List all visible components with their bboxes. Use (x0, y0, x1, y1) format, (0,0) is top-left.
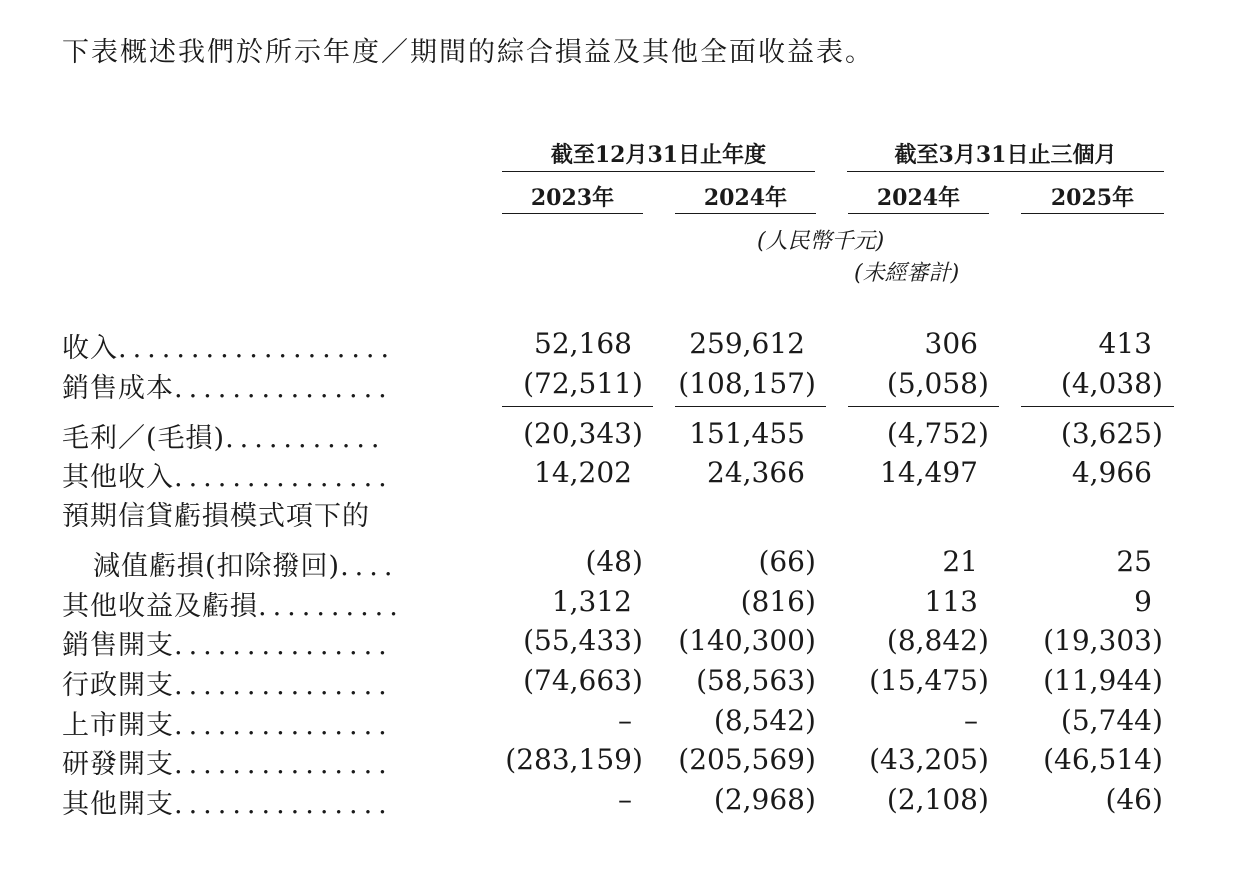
value-cell: – (618, 783, 632, 816)
value-cell: (48) (585, 545, 643, 578)
value-cell: (283,159) (505, 743, 643, 776)
row-label (62, 703, 393, 742)
value-cell: (8,842) (886, 624, 989, 657)
leader-dots: ............... (174, 630, 393, 661)
year-rule (675, 213, 816, 214)
value-cell: 151,455 (689, 417, 805, 450)
row-label (62, 782, 393, 821)
row-label-text: 上市開支 (62, 710, 174, 741)
value-cell: 14,497 (880, 456, 978, 489)
row-label-text: 減值虧損(扣除撥回) (93, 551, 341, 582)
value-cell: (19,303) (1043, 624, 1163, 657)
value-cell: (3,625) (1060, 417, 1163, 450)
leader-dots: ............... (174, 670, 393, 701)
value-cell: (4,752) (886, 417, 989, 450)
row-label (62, 455, 393, 494)
unaudited-note: (未經審計) (854, 261, 960, 286)
value-cell: (816) (740, 585, 816, 618)
value-cell: (15,475) (869, 664, 989, 697)
column-header-annual: 截至12月31日止年度 (550, 142, 767, 168)
value-cell: 1,312 (551, 585, 632, 618)
value-cell: (11,944) (1043, 664, 1163, 697)
leader-dots: .... (340, 551, 399, 582)
year-header: 2023年 (530, 185, 615, 211)
row-label (62, 326, 395, 365)
row-label (62, 663, 393, 702)
row-label-text: 毛利／(毛損) (62, 423, 226, 454)
value-cell: 21 (942, 545, 978, 578)
value-cell: (66) (758, 545, 816, 578)
unit-note: (人民幣千元) (757, 229, 885, 254)
row-label-text: 其他收益及虧損 (62, 591, 258, 622)
value-cell: (108,157) (678, 367, 816, 400)
row-label (62, 494, 370, 533)
row-label-text: 行政開支 (62, 670, 174, 701)
row-label (62, 416, 386, 455)
row-label-text: 其他收入 (62, 462, 174, 493)
value-cell: – (964, 704, 978, 737)
row-label-text: 研發開支 (62, 749, 174, 780)
year-header: 2024年 (703, 185, 788, 211)
value-cell: (140,300) (678, 624, 816, 657)
value-cell: 4,966 (1071, 456, 1152, 489)
row-label (62, 623, 393, 662)
row-label-text: 預期信貸虧損模式項下的 (62, 501, 370, 532)
value-cell: (205,569) (678, 743, 816, 776)
value-cell: (46,514) (1043, 743, 1163, 776)
value-cell: (2,968) (713, 783, 816, 816)
row-label (62, 742, 393, 781)
value-cell: 259,612 (689, 327, 805, 360)
value-cell: 25 (1116, 545, 1152, 578)
value-cell: 113 (924, 585, 978, 618)
value-cell: (46) (1105, 783, 1163, 816)
intro-text: 下表概述我們於所示年度／期間的綜合損益及其他全面收益表。 (62, 37, 874, 68)
year-rule (848, 213, 989, 214)
year-header: 2024年 (876, 185, 961, 211)
row-label-text: 銷售開支 (62, 630, 174, 661)
value-cell: 14,202 (534, 456, 632, 489)
value-cell: (20,343) (523, 417, 643, 450)
value-cell: (58,563) (696, 664, 816, 697)
leader-dots: ........... (225, 423, 386, 454)
value-cell: 306 (924, 327, 978, 360)
row-label (62, 584, 404, 623)
row-label (93, 544, 398, 583)
value-cell: 52,168 (534, 327, 632, 360)
value-cell: (72,511) (523, 367, 643, 400)
subtotal-rule (675, 406, 826, 407)
value-cell: (4,038) (1060, 367, 1163, 400)
year-rule (1021, 213, 1164, 214)
value-cell: (55,433) (523, 624, 643, 657)
leader-dots: ............... (174, 749, 393, 780)
subtotal-rule (502, 406, 653, 407)
leader-dots: .......... (258, 591, 404, 622)
header-group-rule-quarter (847, 171, 1164, 172)
value-cell: 24,366 (707, 456, 805, 489)
value-cell: 9 (1134, 585, 1152, 618)
row-label-text: 銷售成本 (62, 373, 174, 404)
year-rule (502, 213, 643, 214)
value-cell: (5,058) (886, 367, 989, 400)
leader-dots: ............... (174, 462, 393, 493)
value-cell: (43,205) (869, 743, 989, 776)
leader-dots: ............... (174, 710, 393, 741)
value-cell: (74,663) (523, 664, 643, 697)
year-header: 2025年 (1050, 185, 1135, 211)
subtotal-rule (1021, 406, 1174, 407)
value-cell: 413 (1098, 327, 1152, 360)
row-label-text: 收入 (62, 333, 118, 364)
value-cell: (8,542) (713, 704, 816, 737)
leader-dots: ............... (174, 373, 393, 404)
leader-dots: ............... (174, 789, 393, 820)
subtotal-rule (848, 406, 999, 407)
row-label-text: 其他開支 (62, 789, 174, 820)
row-label (62, 366, 393, 405)
value-cell: (2,108) (886, 783, 989, 816)
column-header-quarter: 截至3月31日止三個月 (894, 142, 1117, 168)
value-cell: – (618, 704, 632, 737)
value-cell: (5,744) (1060, 704, 1163, 737)
header-group-rule-annual (502, 171, 815, 172)
leader-dots: ................... (118, 333, 396, 364)
